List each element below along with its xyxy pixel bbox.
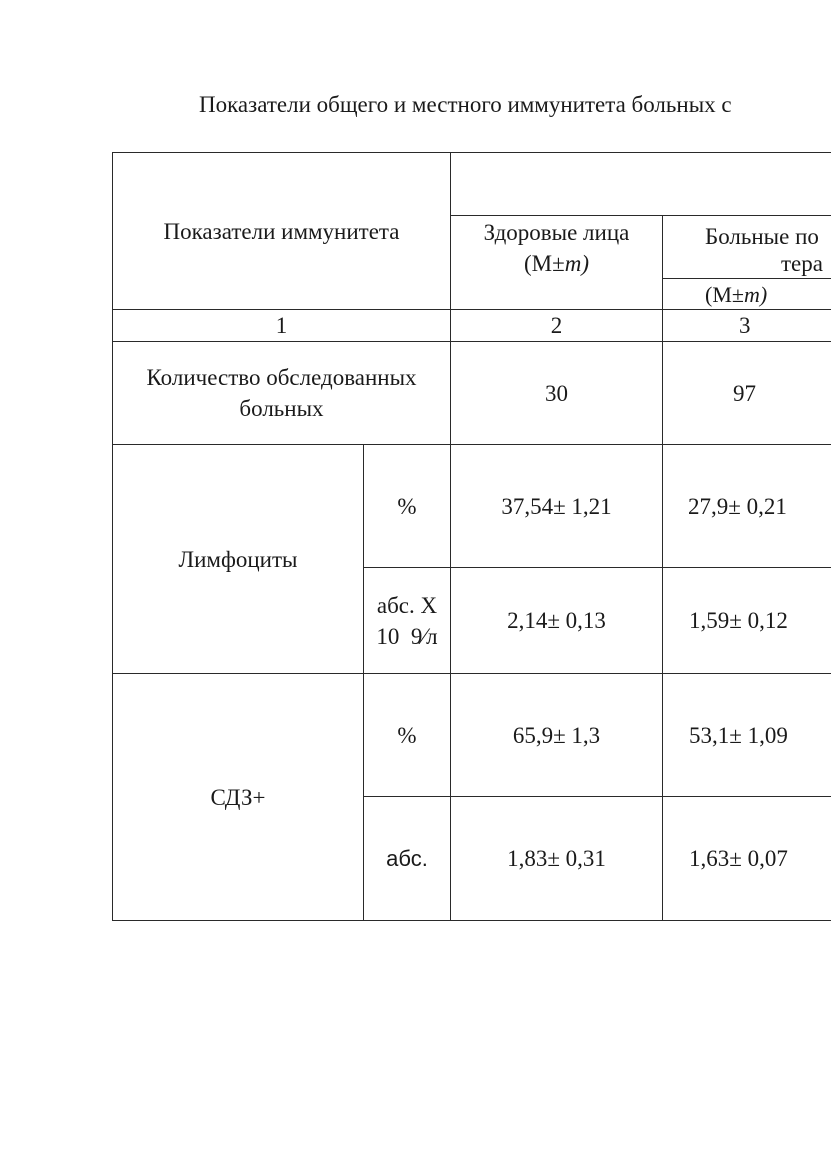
row-lymph-abs-patients: 1,59± 0,12 [689,608,788,633]
row-lymph-abs-healthy: 2,14± 0,13 [507,608,606,633]
header-healthy-line2: (М±m) [523,251,589,276]
row-cd3-pct-unit: % [397,722,417,748]
column-number-2: 2 [550,313,563,338]
row-count-patients: 97 [733,380,756,406]
column-number-3: 3 [739,313,751,338]
header-indicators: Показатели иммунитета [163,218,400,244]
header-patients-sub: (М ± m) [705,281,768,307]
row-lymph-pct-patients: 27,9± 0,21 [688,493,787,519]
row-cd3-pct-healthy: 65,9± 1,3 [512,722,601,748]
header-patients-line1: Больные по [705,224,819,249]
row-count-label: Количество обследованных больных [146,365,417,421]
row-cd3-label: СДЗ+ [210,784,266,810]
row-cd3-abs-healthy: 1,83± 0,31 [507,846,606,871]
page-title: Показатели общего и местного иммунитета больных с [199,92,732,117]
row-lymph-label: Лимфоциты [178,546,298,572]
header-healthy [451,216,662,309]
row-cd3-abs-unit: абс. [386,846,428,871]
row-lymph-pct-unit: % [397,493,417,519]
row-cd3-pct-patients: 53,1± 1,09 [689,722,788,748]
table-border-bottom [112,920,831,921]
row-lymph-abs-unit: абс. Х 10 9⁄л [376,592,438,649]
header-healthy-line1: Здоровые лица [483,220,630,245]
row-lymph-pct-healthy: 37,54± 1,21 [501,493,612,519]
header-patients-line2: тера [781,250,823,276]
row-cd3-abs-patients: 1,63± 0,07 [689,846,788,871]
column-number-1: 1 [275,313,288,338]
row-count-healthy: 30 [545,380,568,406]
